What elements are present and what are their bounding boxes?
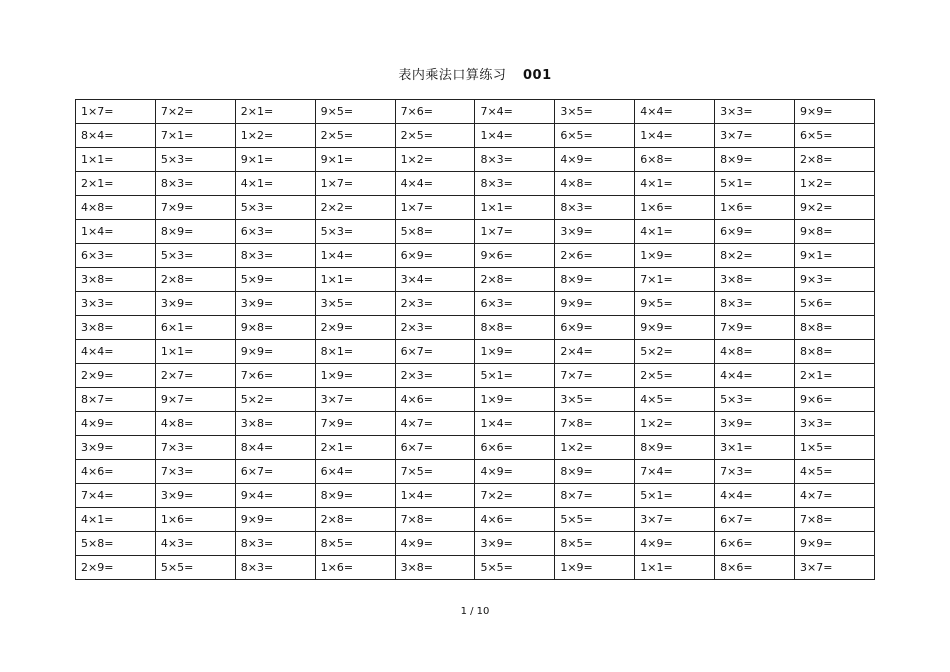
problem-cell: 7×3=	[155, 436, 235, 460]
problem-cell: 8×9=	[635, 436, 715, 460]
problem-cell: 1×7=	[475, 220, 555, 244]
problem-cell: 2×2=	[315, 196, 395, 220]
problem-cell: 4×1=	[235, 172, 315, 196]
problem-cell: 1×4=	[315, 244, 395, 268]
problem-cell: 6×6=	[715, 532, 795, 556]
problem-cell: 1×9=	[315, 364, 395, 388]
problem-cell: 7×2=	[475, 484, 555, 508]
problem-cell: 1×1=	[155, 340, 235, 364]
problem-cell: 4×7=	[395, 412, 475, 436]
problem-cell: 6×6=	[475, 436, 555, 460]
problem-cell: 9×8=	[235, 316, 315, 340]
problem-cell: 7×6=	[395, 100, 475, 124]
problem-cell: 3×8=	[76, 316, 156, 340]
problem-cell: 1×2=	[395, 148, 475, 172]
problem-cell: 6×9=	[715, 220, 795, 244]
problem-cell: 6×5=	[555, 124, 635, 148]
problem-cell: 1×4=	[475, 412, 555, 436]
problem-cell: 1×2=	[795, 172, 875, 196]
problem-cell: 4×1=	[76, 508, 156, 532]
problem-cell: 4×4=	[715, 484, 795, 508]
problem-cell: 2×8=	[155, 268, 235, 292]
worksheet-number: 001	[523, 68, 552, 83]
problem-cell: 8×8=	[795, 316, 875, 340]
problem-row	[76, 340, 875, 364]
problem-cell: 5×2=	[635, 340, 715, 364]
problem-cell: 3×9=	[76, 436, 156, 460]
problem-cell: 4×5=	[635, 388, 715, 412]
problem-cell: 1×9=	[475, 340, 555, 364]
problem-row	[76, 556, 875, 580]
problem-cell: 9×3=	[795, 268, 875, 292]
problem-cell: 9×9=	[555, 292, 635, 316]
problem-cell: 7×1=	[635, 268, 715, 292]
problem-cell: 5×5=	[555, 508, 635, 532]
problem-cell: 8×9=	[555, 460, 635, 484]
problem-cell: 9×9=	[235, 508, 315, 532]
problem-row	[76, 244, 875, 268]
problem-cell: 2×8=	[315, 508, 395, 532]
problem-cell: 8×9=	[155, 220, 235, 244]
problem-cell: 7×5=	[395, 460, 475, 484]
problem-cell: 4×1=	[635, 172, 715, 196]
problem-cell: 3×5=	[315, 292, 395, 316]
problem-cell: 8×3=	[235, 532, 315, 556]
problem-cell: 2×1=	[795, 364, 875, 388]
problem-cell: 4×7=	[795, 484, 875, 508]
problem-cell: 2×9=	[76, 364, 156, 388]
problem-cell: 7×3=	[715, 460, 795, 484]
problem-cell: 9×4=	[235, 484, 315, 508]
problem-cell: 5×1=	[475, 364, 555, 388]
problem-cell: 2×5=	[315, 124, 395, 148]
problem-cell: 4×8=	[155, 412, 235, 436]
problem-row	[76, 124, 875, 148]
problem-row	[76, 148, 875, 172]
problem-cell: 4×8=	[76, 196, 156, 220]
problem-cell: 5×3=	[155, 148, 235, 172]
problem-cell: 3×9=	[235, 292, 315, 316]
problem-cell: 6×3=	[235, 220, 315, 244]
problem-cell: 8×9=	[715, 148, 795, 172]
problem-cell: 3×9=	[475, 532, 555, 556]
problem-cell: 3×9=	[155, 292, 235, 316]
problem-cell: 1×1=	[635, 556, 715, 580]
problem-cell: 7×8=	[395, 508, 475, 532]
problem-cell: 4×6=	[76, 460, 156, 484]
problem-cell: 9×9=	[795, 532, 875, 556]
problem-cell: 8×3=	[715, 292, 795, 316]
problem-cell: 1×4=	[395, 484, 475, 508]
problem-cell: 9×6=	[475, 244, 555, 268]
problem-cell: 7×8=	[795, 508, 875, 532]
problem-cell: 2×9=	[76, 556, 156, 580]
problem-cell: 8×8=	[795, 340, 875, 364]
problem-cell: 2×9=	[315, 316, 395, 340]
problem-cell: 5×3=	[715, 388, 795, 412]
problem-cell: 4×4=	[395, 172, 475, 196]
problem-cell: 2×1=	[235, 100, 315, 124]
problem-cell: 3×8=	[715, 268, 795, 292]
problem-cell: 3×8=	[395, 556, 475, 580]
problem-cell: 2×6=	[555, 244, 635, 268]
problem-cell: 9×7=	[155, 388, 235, 412]
problem-cell: 5×3=	[235, 196, 315, 220]
problem-cell: 8×8=	[475, 316, 555, 340]
problem-cell: 5×1=	[635, 484, 715, 508]
problem-cell: 1×4=	[76, 220, 156, 244]
problem-cell: 9×2=	[795, 196, 875, 220]
problem-cell: 9×9=	[235, 340, 315, 364]
problem-cell: 1×6=	[155, 508, 235, 532]
problem-cell: 4×9=	[76, 412, 156, 436]
problem-cell: 4×9=	[395, 532, 475, 556]
problem-cell: 5×8=	[76, 532, 156, 556]
problem-cell: 1×1=	[76, 148, 156, 172]
problem-cell: 5×3=	[315, 220, 395, 244]
problem-cell: 7×9=	[315, 412, 395, 436]
problem-cell: 9×8=	[795, 220, 875, 244]
problem-cell: 1×7=	[395, 196, 475, 220]
problem-cell: 4×1=	[635, 220, 715, 244]
problem-cell: 6×5=	[795, 124, 875, 148]
problem-cell: 6×7=	[395, 340, 475, 364]
problem-row	[76, 412, 875, 436]
problem-cell: 8×5=	[315, 532, 395, 556]
problem-cell: 7×4=	[76, 484, 156, 508]
problem-cell: 6×7=	[395, 436, 475, 460]
problem-cell: 8×3=	[155, 172, 235, 196]
problem-cell: 6×3=	[475, 292, 555, 316]
problem-row	[76, 532, 875, 556]
problem-cell: 9×9=	[795, 100, 875, 124]
problem-row	[76, 364, 875, 388]
problem-cell: 1×6=	[315, 556, 395, 580]
problem-cell: 5×6=	[795, 292, 875, 316]
problem-cell: 5×5=	[155, 556, 235, 580]
problem-cell: 2×5=	[395, 124, 475, 148]
problem-cell: 7×3=	[155, 460, 235, 484]
problem-cell: 8×6=	[715, 556, 795, 580]
problem-cell: 8×3=	[235, 556, 315, 580]
problem-cell: 7×9=	[715, 316, 795, 340]
problem-cell: 4×8=	[715, 340, 795, 364]
page-number: 1 / 10	[460, 606, 490, 617]
problem-cell: 1×7=	[76, 100, 156, 124]
problem-row	[76, 172, 875, 196]
problem-cell: 6×1=	[155, 316, 235, 340]
problem-cell: 1×9=	[475, 388, 555, 412]
problem-cell: 8×3=	[475, 172, 555, 196]
problem-cell: 4×6=	[475, 508, 555, 532]
problem-cell: 8×3=	[555, 196, 635, 220]
problem-cell: 1×2=	[635, 412, 715, 436]
problem-cell: 3×3=	[795, 412, 875, 436]
problem-cell: 8×3=	[235, 244, 315, 268]
problem-cell: 1×9=	[635, 244, 715, 268]
problem-cell: 3×3=	[76, 292, 156, 316]
problem-cell: 1×1=	[315, 268, 395, 292]
problem-cell: 1×1=	[475, 196, 555, 220]
problem-cell: 9×1=	[795, 244, 875, 268]
problem-cell: 2×3=	[395, 292, 475, 316]
problem-cell: 5×3=	[155, 244, 235, 268]
problem-cell: 8×4=	[76, 124, 156, 148]
problem-row	[76, 292, 875, 316]
problem-cell: 1×5=	[795, 436, 875, 460]
title-text: 表内乘法口算练习	[398, 68, 507, 83]
problem-cell: 8×2=	[715, 244, 795, 268]
problem-cell: 7×4=	[635, 460, 715, 484]
problem-row	[76, 196, 875, 220]
problem-cell: 2×4=	[555, 340, 635, 364]
problem-cell: 7×6=	[235, 364, 315, 388]
problem-cell: 8×3=	[475, 148, 555, 172]
problem-cell: 1×6=	[715, 196, 795, 220]
problem-cell: 1×4=	[635, 124, 715, 148]
problem-cell: 6×7=	[235, 460, 315, 484]
problem-cell: 6×7=	[715, 508, 795, 532]
problem-grid-body	[76, 100, 875, 580]
problem-cell: 3×9=	[715, 412, 795, 436]
problem-cell: 5×2=	[235, 388, 315, 412]
problem-cell: 7×8=	[555, 412, 635, 436]
problem-cell: 6×4=	[315, 460, 395, 484]
problem-cell: 9×1=	[235, 148, 315, 172]
problem-cell: 5×1=	[715, 172, 795, 196]
problem-cell: 8×7=	[555, 484, 635, 508]
problem-cell: 5×5=	[475, 556, 555, 580]
problem-cell: 8×7=	[76, 388, 156, 412]
problem-cell: 3×7=	[795, 556, 875, 580]
problem-cell: 8×5=	[555, 532, 635, 556]
problem-cell: 2×8=	[475, 268, 555, 292]
problem-cell: 3×5=	[555, 100, 635, 124]
problem-cell: 7×7=	[555, 364, 635, 388]
problem-cell: 4×3=	[155, 532, 235, 556]
problem-cell: 3×8=	[235, 412, 315, 436]
problem-row	[76, 484, 875, 508]
problem-cell: 8×4=	[235, 436, 315, 460]
problem-cell: 1×7=	[315, 172, 395, 196]
problem-cell: 7×9=	[155, 196, 235, 220]
problem-cell: 3×7=	[635, 508, 715, 532]
problem-cell: 2×1=	[315, 436, 395, 460]
problem-cell: 5×9=	[235, 268, 315, 292]
problem-cell: 4×4=	[635, 100, 715, 124]
problem-row	[76, 460, 875, 484]
problem-cell: 4×4=	[715, 364, 795, 388]
problem-cell: 3×5=	[555, 388, 635, 412]
problem-row	[76, 508, 875, 532]
problem-cell: 4×9=	[555, 148, 635, 172]
problem-cell: 3×7=	[315, 388, 395, 412]
problem-grid	[75, 99, 875, 580]
problem-cell: 6×9=	[395, 244, 475, 268]
problem-cell: 4×8=	[555, 172, 635, 196]
problem-cell: 1×4=	[475, 124, 555, 148]
problem-cell: 3×9=	[555, 220, 635, 244]
problem-cell: 2×5=	[635, 364, 715, 388]
problem-row	[76, 268, 875, 292]
problem-cell: 1×6=	[635, 196, 715, 220]
problem-cell: 1×2=	[555, 436, 635, 460]
problem-cell: 3×3=	[715, 100, 795, 124]
problem-cell: 3×7=	[715, 124, 795, 148]
problem-cell: 4×9=	[635, 532, 715, 556]
problem-cell: 9×5=	[635, 292, 715, 316]
problem-cell: 9×9=	[635, 316, 715, 340]
problem-cell: 4×5=	[795, 460, 875, 484]
problem-cell: 6×3=	[76, 244, 156, 268]
problem-cell: 2×3=	[395, 364, 475, 388]
problem-cell: 9×1=	[315, 148, 395, 172]
problem-cell: 7×1=	[155, 124, 235, 148]
problem-cell: 4×4=	[76, 340, 156, 364]
problem-cell: 4×6=	[395, 388, 475, 412]
problem-row	[76, 100, 875, 124]
problem-cell: 8×9=	[555, 268, 635, 292]
problem-row	[76, 436, 875, 460]
problem-row	[76, 388, 875, 412]
problem-cell: 1×2=	[235, 124, 315, 148]
page-title	[0, 64, 950, 83]
problem-cell: 2×8=	[795, 148, 875, 172]
problem-cell: 7×4=	[475, 100, 555, 124]
problem-cell: 8×1=	[315, 340, 395, 364]
problem-cell: 5×8=	[395, 220, 475, 244]
problem-cell: 2×3=	[395, 316, 475, 340]
problem-cell: 4×9=	[475, 460, 555, 484]
problem-cell: 9×5=	[315, 100, 395, 124]
problem-cell: 3×1=	[715, 436, 795, 460]
problem-row	[76, 316, 875, 340]
problem-cell: 6×9=	[555, 316, 635, 340]
problem-cell: 7×2=	[155, 100, 235, 124]
problem-cell: 9×6=	[795, 388, 875, 412]
problem-cell: 8×9=	[315, 484, 395, 508]
problem-row	[76, 220, 875, 244]
problem-cell: 6×8=	[635, 148, 715, 172]
problem-cell: 2×1=	[76, 172, 156, 196]
problem-cell: 2×7=	[155, 364, 235, 388]
problem-cell: 3×4=	[395, 268, 475, 292]
problem-cell: 3×8=	[76, 268, 156, 292]
problem-cell: 3×9=	[155, 484, 235, 508]
problem-cell: 1×9=	[555, 556, 635, 580]
